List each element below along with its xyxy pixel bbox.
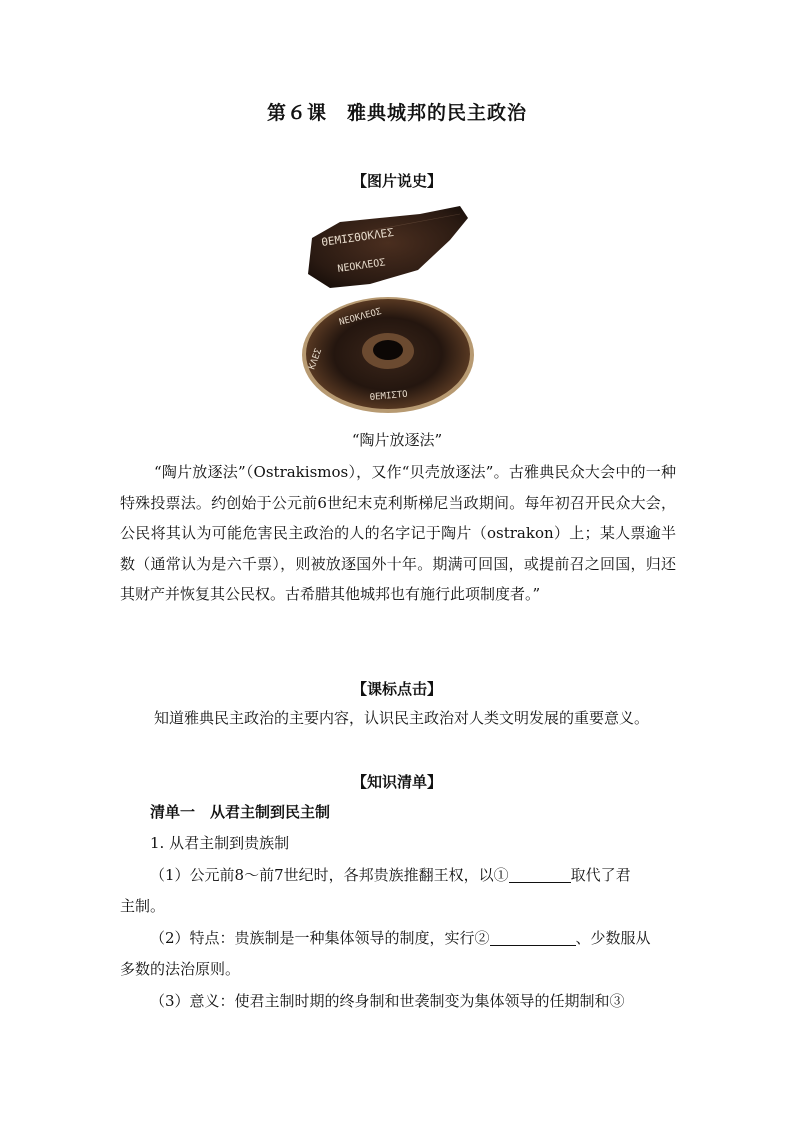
ostracism-paragraph: “陶片放逐法”（Ostrakismos），又作“贝壳放逐法”。古雅典民众大会中的一种特殊投票法。约创始于公元前6世纪末克利斯梯尼当政期间。每年初召开民众大会，公民将其认为可能危害民主政治的人的名字记于陶片（ostrakon）上；某人票逾半数（通常认为是六千票），则被放逐国外十年。期满可回国，或提前召之回国，归还其财产并恢复其公民权。古希腊其他城邦也有施行此项制度者。” bbox=[120, 463, 676, 603]
blank-1[interactable] bbox=[509, 866, 571, 883]
point1-line bbox=[150, 860, 706, 890]
point2-line bbox=[150, 923, 706, 953]
item1-title: 1. 从君主制到贵族制 bbox=[150, 834, 290, 852]
picture-section-heading: 【图片说史】 bbox=[351, 172, 442, 190]
svg-text:ΘΕΜΙΣΤΟ: ΘΕΜΙΣΤΟ bbox=[369, 389, 409, 403]
point1-text-a: （1）公元前8～前7世纪时，各邦贵族推翻王权，以① bbox=[150, 866, 509, 884]
blank-2[interactable] bbox=[490, 929, 576, 946]
point1-text-b: 取代了君 bbox=[570, 866, 631, 884]
point2-text-c: 多数的法治原则。 bbox=[120, 960, 241, 978]
list1-title: 清单一 从君主制到民主制 bbox=[150, 803, 331, 821]
point2-text-a: （2）特点：贵族制是一种集体领导的制度，实行② bbox=[150, 929, 490, 947]
page-title: 第６课 雅典城邦的民主政治 bbox=[266, 102, 527, 124]
svg-text:ΝΕΟΚΛΕΟΣ: ΝΕΟΚΛΕΟΣ bbox=[338, 307, 383, 328]
point2-text-b: 、少数服从 bbox=[575, 929, 651, 947]
svg-text:ΘΕΜΙΣΘΟΚΛΕΣ: ΘΕΜΙΣΘΟΚΛΕΣ bbox=[320, 225, 395, 249]
knowledge-section-heading: 【知识清单】 bbox=[351, 773, 442, 791]
photo-caption: “陶片放逐法” bbox=[351, 431, 443, 449]
standard-text: 知道雅典民主政治的主要内容，认识民主政治对人类文明发展的重要意义。 bbox=[154, 709, 650, 727]
svg-text:ΚΛΕΣ: ΚΛΕΣ bbox=[307, 347, 325, 372]
point1-text-c: 主制。 bbox=[120, 897, 166, 915]
point3-line: （3）意义：使君主制时期的终身制和世袭制变为集体领导的任期制和③ bbox=[150, 992, 625, 1010]
ostracon-photo bbox=[300, 200, 478, 420]
standard-section-heading: 【课标点击】 bbox=[351, 680, 442, 698]
svg-text:ΝΕΟΚΛΕΟΣ: ΝΕΟΚΛΕΟΣ bbox=[336, 257, 387, 275]
